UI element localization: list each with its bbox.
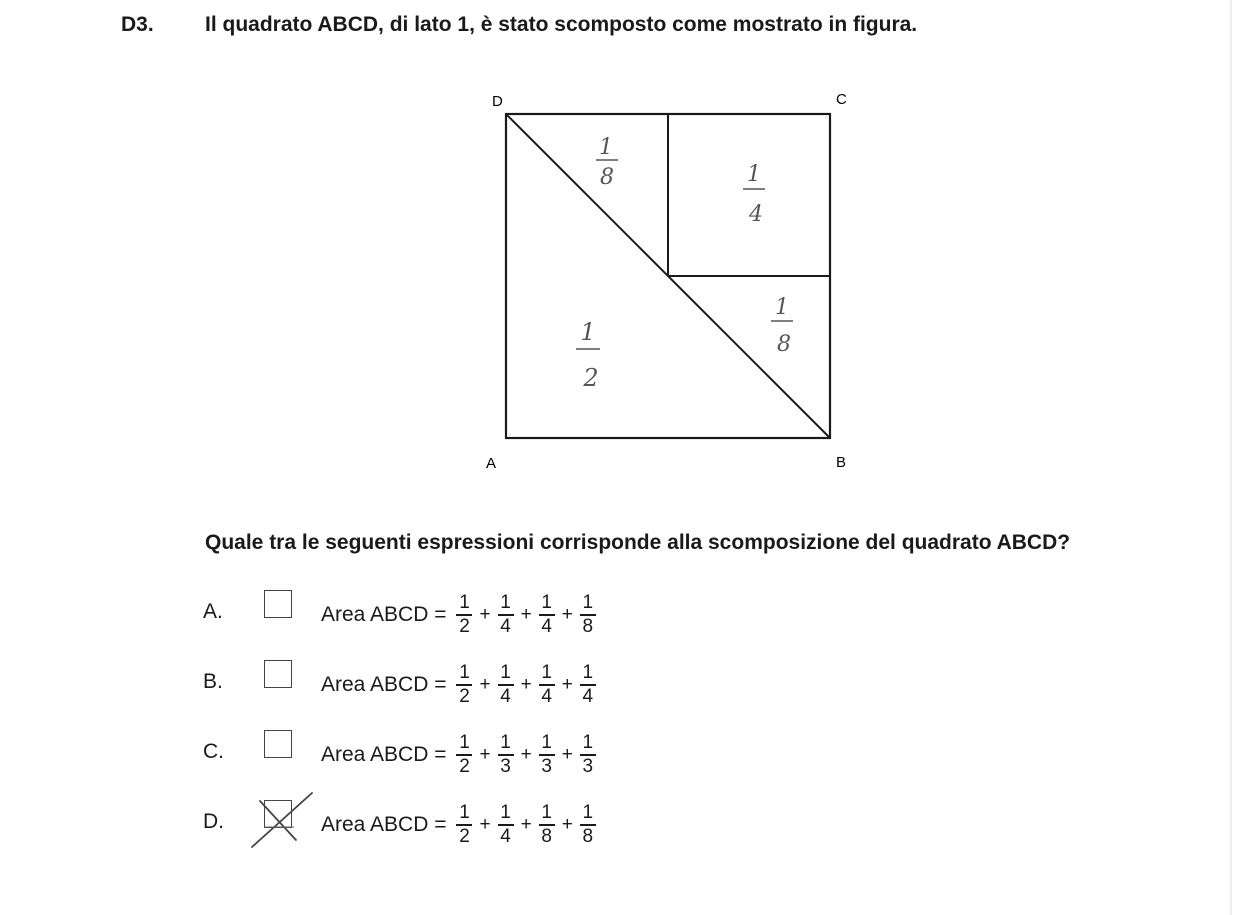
region-label-small-square — [743, 162, 765, 227]
fraction: $\frac{1}{4}$ — [539, 593, 555, 637]
fraction: $\frac{1}{2}$ — [456, 663, 472, 707]
option-b — [0, 655, 1240, 715]
square-decomposition-diagram — [470, 84, 870, 484]
expression-lhs: Area ABCD = — [321, 743, 447, 766]
vertex-label-b: B — [836, 454, 847, 471]
expression-lhs: Area ABCD = — [321, 603, 447, 626]
region-denominator: 2 — [583, 364, 599, 392]
option-letter: A. — [203, 600, 223, 623]
option-expression — [321, 795, 600, 855]
vertex-label-d: D — [492, 93, 503, 110]
question-prompt: Quale tra le seguenti espressioni corrisponde alla scomposizione del quadrato ABCD? — [205, 531, 1071, 554]
option-a — [0, 585, 1240, 645]
question-statement: Il quadrato ABCD, di lato 1, è stato scomposto come mostrato in figura. — [205, 13, 918, 36]
plus-sign: + — [561, 604, 573, 625]
option-d-checkbox[interactable] — [264, 800, 292, 828]
option-expression — [321, 725, 600, 785]
region-label-top-triangle — [596, 135, 618, 190]
plus-sign: + — [520, 744, 532, 765]
fraction: $\frac{1}{4}$ — [580, 663, 596, 707]
vertex-label-c: C — [836, 91, 847, 108]
fraction: $\frac{1}{2}$ — [456, 803, 472, 847]
fraction: $\frac{1}{3}$ — [539, 733, 555, 777]
plus-sign: + — [479, 814, 491, 835]
region-numerator: 1 — [747, 162, 761, 187]
plus-sign: + — [479, 744, 491, 765]
option-letter: C. — [203, 740, 224, 763]
plus-sign: + — [561, 814, 573, 835]
option-letter: B. — [203, 670, 223, 693]
option-expression — [321, 585, 600, 645]
plus-sign: + — [479, 674, 491, 695]
plus-sign: + — [561, 674, 573, 695]
option-expression — [321, 655, 600, 715]
option-letter: D. — [203, 810, 224, 833]
fraction: $\frac{1}{8}$ — [580, 593, 596, 637]
fraction: $\frac{1}{4}$ — [498, 593, 514, 637]
fraction: $\frac{1}{4}$ — [498, 663, 514, 707]
region-label-big-triangle — [576, 318, 600, 392]
fraction: $\frac{1}{4}$ — [498, 803, 514, 847]
option-b-checkbox[interactable] — [264, 660, 292, 688]
fraction: $\frac{1}{2}$ — [456, 593, 472, 637]
region-denominator: 8 — [600, 165, 614, 190]
expression-lhs: Area ABCD = — [321, 673, 447, 696]
option-c — [0, 725, 1240, 785]
fraction: $\frac{1}{3}$ — [580, 733, 596, 777]
fraction: $\frac{1}{8}$ — [539, 803, 555, 847]
region-numerator: 1 — [775, 295, 789, 320]
option-d — [0, 795, 1240, 855]
region-numerator: 1 — [599, 135, 613, 160]
fraction: $\frac{1}{2}$ — [456, 733, 472, 777]
plus-sign: + — [520, 674, 532, 695]
vertex-label-a: A — [486, 455, 497, 472]
plus-sign: + — [520, 604, 532, 625]
scan-edge-divider — [1230, 0, 1232, 915]
plus-sign: + — [561, 744, 573, 765]
option-a-checkbox[interactable] — [264, 590, 292, 618]
option-c-checkbox[interactable] — [264, 730, 292, 758]
square-figure — [470, 84, 870, 484]
question-number: D3. — [121, 13, 154, 36]
expression-lhs: Area ABCD = — [321, 813, 447, 836]
fraction: $\frac{1}{3}$ — [498, 733, 514, 777]
plus-sign: + — [479, 604, 491, 625]
region-denominator: 4 — [749, 202, 763, 227]
plus-sign: + — [520, 814, 532, 835]
fraction: $\frac{1}{8}$ — [580, 803, 596, 847]
fraction: $\frac{1}{4}$ — [539, 663, 555, 707]
region-numerator: 1 — [580, 318, 596, 346]
region-denominator: 8 — [777, 332, 791, 357]
region-label-right-triangle — [771, 295, 793, 357]
